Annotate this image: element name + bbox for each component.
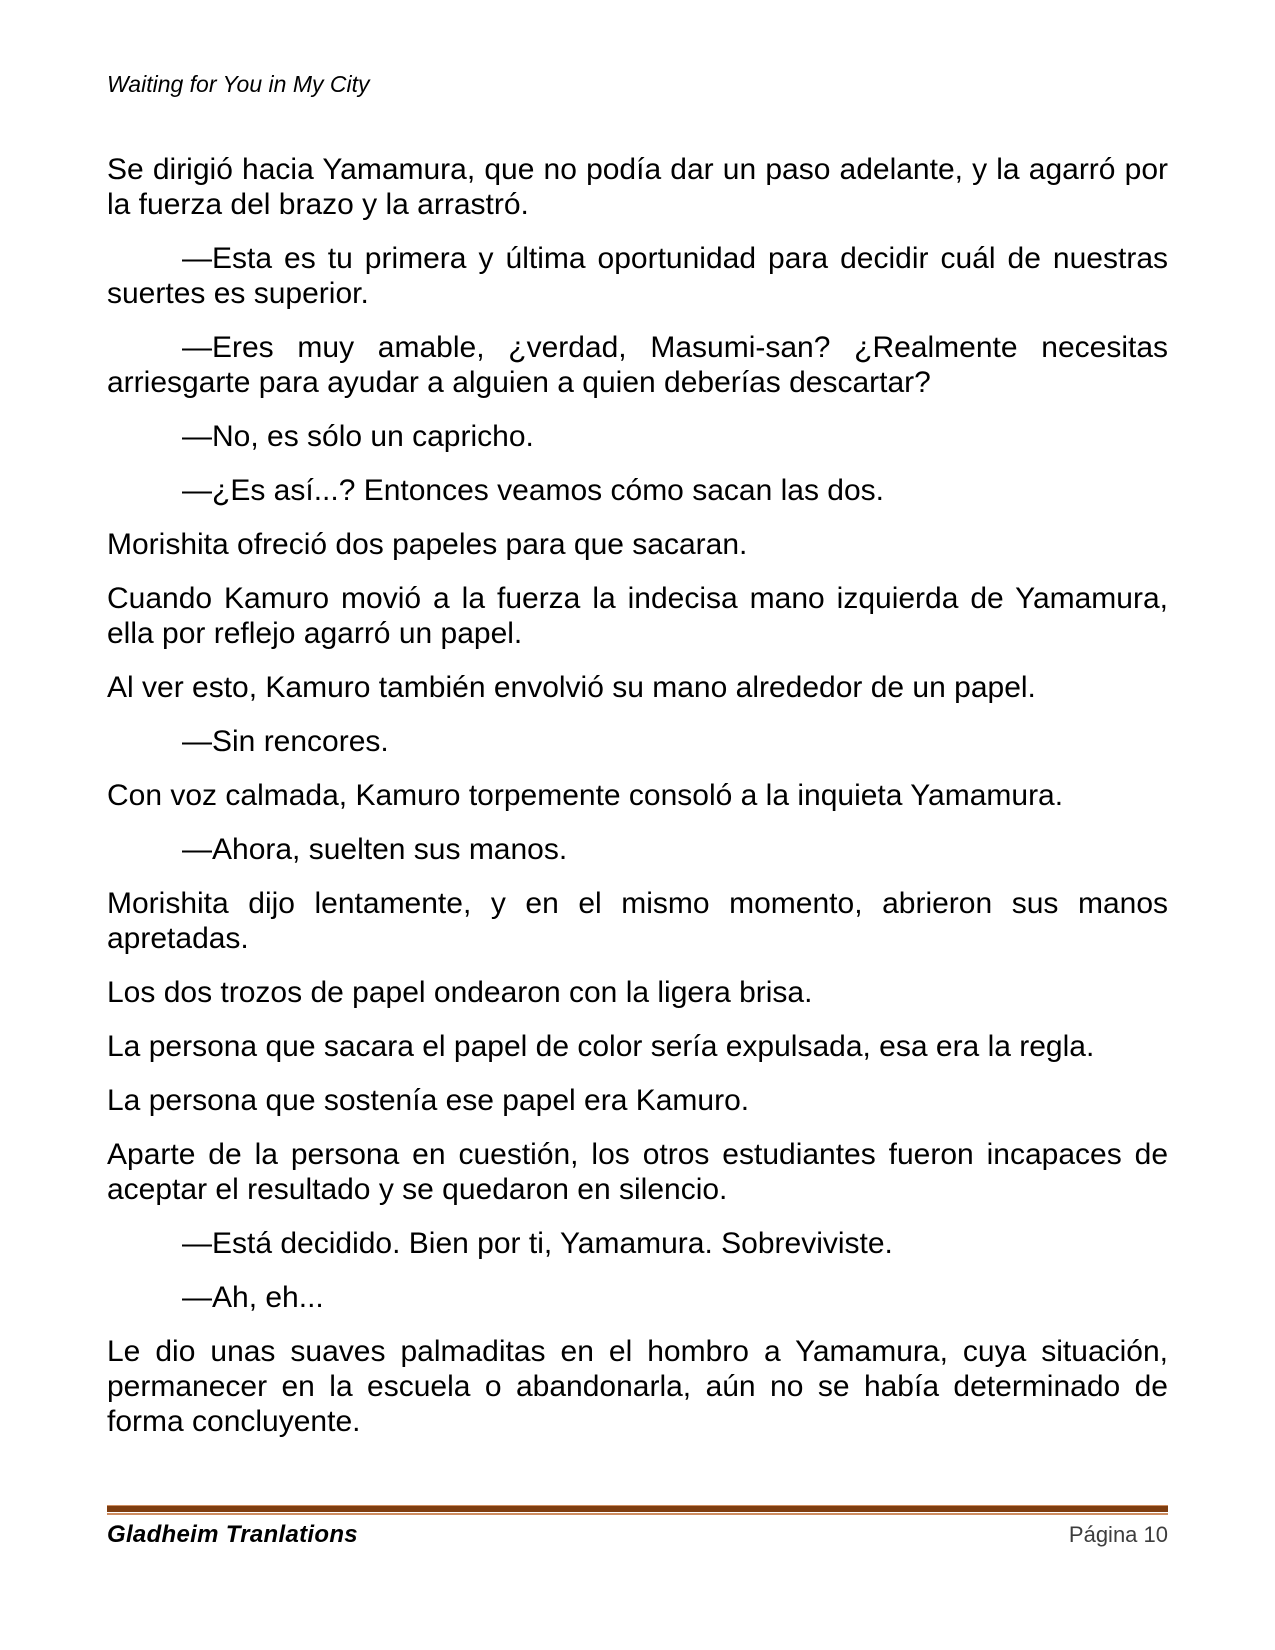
translator-brand: Gladheim Tranlations	[107, 1521, 358, 1548]
paragraph: Cuando Kamuro movió a la fuerza la indecisa mano izquierda de Yamamura, ella por reflejo agarró un papel.	[107, 582, 1168, 650]
paragraph: —No, es sólo un capricho.	[182, 420, 534, 453]
body-text	[107, 152, 1168, 1458]
paragraph: Morishita ofreció dos papeles para que sacaran.	[107, 528, 748, 561]
paragraph: —Esta es tu primera y última oportunidad para decidir cuál de nuestras suertes es superior.	[107, 242, 1168, 310]
paragraph: —Ah, eh...	[182, 1281, 324, 1314]
page-header	[107, 71, 369, 97]
page-footer	[107, 1505, 1168, 1549]
paragraph: Le dio unas suaves palmaditas en el hombro a Yamamura, cuya situación, permanecer en la escuela o abandonarla, aún no se había determinado de forma concluyente.	[107, 1335, 1168, 1438]
paragraph: Con voz calmada, Kamuro torpemente consoló a la inquieta Yamamura.	[107, 779, 1064, 812]
footer-rule	[107, 1505, 1168, 1515]
paragraph: Morishita dijo lentamente, y en el mismo momento, abrieron sus manos apretadas.	[107, 887, 1168, 955]
paragraph: —Sin rencores.	[182, 725, 389, 758]
paragraph: —¿Es así...? Entonces veamos cómo sacan las dos.	[182, 474, 884, 507]
paragraph: —Eres muy amable, ¿verdad, Masumi-san? ¿Realmente necesitas arriesgarte para ayudar a alguien a quien deberías descartar?	[107, 331, 1168, 399]
paragraph: —Está decidido. Bien por ti, Yamamura. Sobreviviste.	[182, 1227, 893, 1260]
paragraph: La persona que sostenía ese papel era Kamuro.	[107, 1084, 750, 1117]
paragraph: —Ahora, suelten sus manos.	[182, 833, 568, 866]
paragraph: Los dos trozos de papel ondearon con la ligera brisa.	[107, 976, 813, 1009]
footer-rule-thin-bottom	[107, 1513, 1168, 1515]
footer-text-row	[107, 1521, 1168, 1549]
paragraph: Al ver esto, Kamuro también envolvió su mano alrededor de un papel.	[107, 671, 1036, 704]
paragraph: Se dirigió hacia Yamamura, que no podía dar un paso adelante, y la agarró por la fuerza del brazo y la arrastró.	[107, 153, 1168, 221]
running-title: Waiting for You in My City	[107, 71, 370, 97]
page-number: Página 10	[1068, 1522, 1168, 1547]
paragraph: Aparte de la persona en cuestión, los otros estudiantes fueron incapaces de aceptar el resultado y se quedaron en silencio.	[107, 1138, 1168, 1206]
paragraph: La persona que sacara el papel de color sería expulsada, esa era la regla.	[107, 1030, 1095, 1063]
